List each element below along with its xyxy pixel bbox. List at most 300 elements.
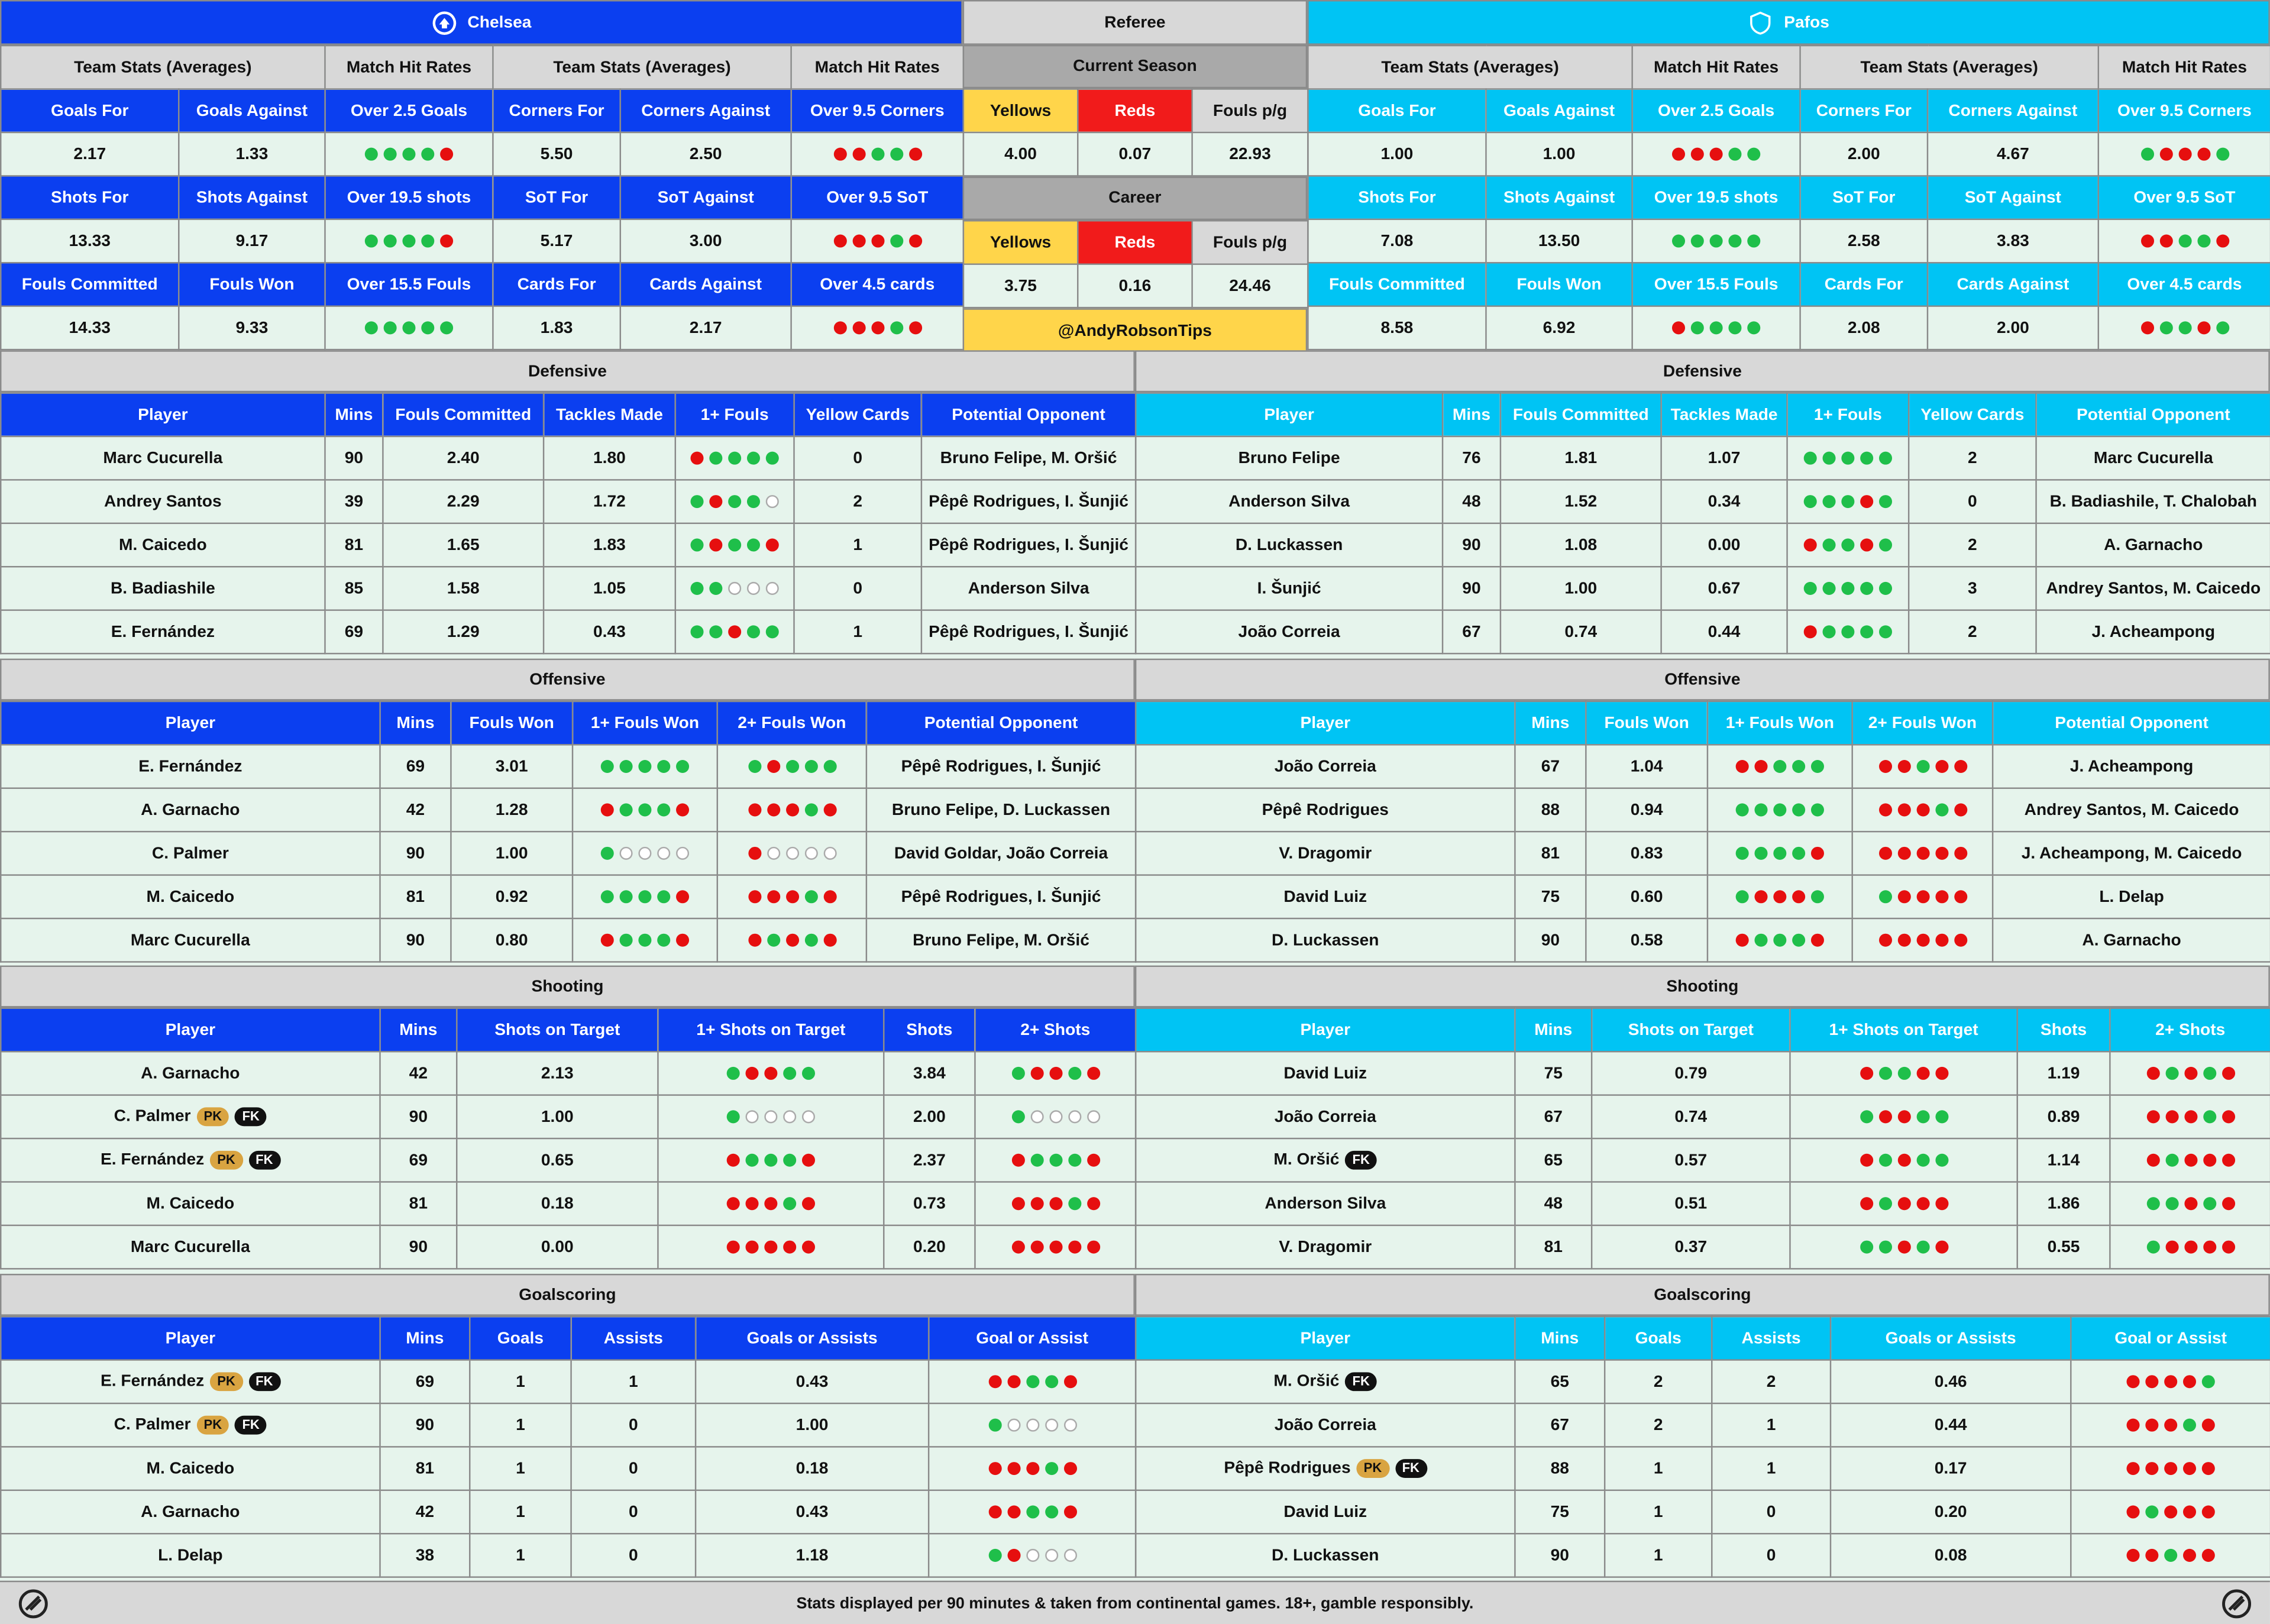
- miss-dot: [852, 234, 865, 247]
- player-cell: [1136, 1052, 1515, 1095]
- fouls-hit-rate-cell: [1787, 567, 1909, 610]
- two-plus-shots-cell: [2110, 1225, 2270, 1269]
- one-plus-sot-cell: [658, 1095, 884, 1138]
- assists-cell: 1: [1712, 1447, 1831, 1490]
- no-game-dot: [1049, 1110, 1062, 1123]
- mins-cell: 67: [1515, 1403, 1605, 1447]
- hit-dot: [1823, 582, 1836, 595]
- chelsea-offensive-table: [0, 701, 1136, 963]
- player-name: M. Caicedo: [119, 536, 207, 554]
- miss-dot: [1773, 890, 1786, 903]
- one-plus-sot-cell: [1790, 1052, 2017, 1095]
- goal-or-assist-hit-cell: [2071, 1534, 2270, 1577]
- player-name: A. Garnacho: [141, 801, 240, 819]
- hit-dot: [727, 1110, 740, 1123]
- column-header: Player: [1136, 701, 1515, 745]
- one-plus-fouls-won-cell: [573, 745, 717, 788]
- hit-rate-dots: [748, 847, 836, 860]
- yellow-cards-cell: 2: [1909, 610, 2036, 654]
- miss-dot: [1087, 1241, 1100, 1254]
- hit-dot: [1823, 452, 1836, 465]
- hit-dot: [402, 148, 415, 161]
- hit-dot: [1878, 1197, 1891, 1210]
- table-header-row: [1, 701, 1136, 745]
- shots-cell: 0.89: [2017, 1095, 2110, 1138]
- yellow-cards-cell: 0: [1909, 480, 2036, 523]
- miss-dot: [2145, 1419, 2158, 1432]
- table-row: [1136, 918, 2270, 962]
- potential-opponent-cell: Andrey Santos, M. Caicedo: [2036, 567, 2270, 610]
- miss-dot: [2184, 1241, 2197, 1254]
- goal-or-assist-hit-cell: [929, 1447, 1136, 1490]
- mins-cell: 90: [1443, 523, 1501, 567]
- hit-rate-dots: [727, 1067, 815, 1080]
- player-cell: [1136, 1403, 1515, 1447]
- player-cell: [1, 436, 325, 480]
- no-game-dot: [767, 847, 780, 860]
- hit-rate-dots: [1878, 934, 1967, 947]
- hit-rate-dots: [988, 1505, 1076, 1518]
- hit-dot: [766, 625, 779, 638]
- hit-dot: [804, 803, 817, 816]
- hit-rate-dots: [601, 890, 689, 903]
- player-name: M. Oršić: [1273, 1373, 1340, 1390]
- hit-dot: [1736, 890, 1749, 903]
- player-name: A. Garnacho: [141, 1065, 240, 1082]
- no-game-dot: [1087, 1110, 1100, 1123]
- team-stats-group-header: Match Hit Rates: [1632, 46, 1800, 89]
- fouls-hit-rate-cell: [1787, 523, 1909, 567]
- miss-dot: [1954, 760, 1967, 773]
- shield-icon: [1748, 9, 1774, 35]
- one-plus-fouls-won-cell: [1708, 832, 1852, 875]
- chelsea-team-stats-table: [0, 45, 964, 350]
- player-name: E. Fernández: [100, 1373, 205, 1390]
- hit-rate-dots: [1011, 1154, 1100, 1167]
- goals-cell: 1: [470, 1534, 571, 1577]
- column-header: 1+ Fouls Won: [1708, 701, 1852, 745]
- hit-dot: [2197, 234, 2210, 247]
- miss-dot: [1672, 321, 1685, 334]
- mins-cell: 75: [1515, 1052, 1592, 1095]
- hit-dot: [988, 1419, 1001, 1432]
- hit-dot: [1935, 803, 1948, 816]
- stat-label: Over 15.5 Fouls: [1632, 263, 1800, 306]
- hit-dot: [1916, 1241, 1929, 1254]
- team-stats-label-row: [1308, 263, 2270, 306]
- column-header: Player: [1, 1008, 380, 1052]
- miss-dot: [1804, 625, 1817, 638]
- hit-dot: [1879, 582, 1892, 595]
- miss-dot: [1736, 934, 1749, 947]
- free-kick-taker-badge: FK: [1395, 1459, 1427, 1478]
- miss-dot: [1030, 1241, 1043, 1254]
- mins-cell: 90: [1515, 1534, 1605, 1577]
- miss-dot: [988, 1375, 1001, 1388]
- hit-rate-dots: [1804, 582, 1892, 595]
- potential-opponent-cell: Bruno Felipe, M. Oršić: [866, 918, 1136, 962]
- shots-cell: 1.19: [2017, 1052, 2110, 1095]
- team-stats-value-row: [1308, 306, 2270, 350]
- hit-rate-dots: [2127, 1505, 2215, 1518]
- column-header: Mins: [1443, 393, 1501, 436]
- hit-dot: [402, 321, 415, 334]
- no-game-dot: [728, 582, 741, 595]
- table-header-row: [1136, 1316, 2270, 1360]
- stat-value: 1.33: [179, 132, 325, 176]
- hit-dot: [2140, 148, 2153, 161]
- column-header: Goal or Assist: [2071, 1316, 2270, 1360]
- hit-dot: [657, 890, 670, 903]
- mins-cell: 90: [380, 1225, 457, 1269]
- tackles-made-cell: 1.72: [544, 480, 675, 523]
- miss-dot: [1754, 890, 1767, 903]
- pafos-goalscoring-table: [1135, 1316, 2270, 1578]
- column-header: Goals: [1605, 1316, 1712, 1360]
- miss-dot: [988, 1505, 1001, 1518]
- team-stats-label-row: [1308, 89, 2270, 132]
- miss-dot: [1691, 148, 1704, 161]
- miss-dot: [2222, 1067, 2235, 1080]
- shots-on-target-cell: 0.74: [1592, 1095, 1790, 1138]
- pafos-goalscoring-section: [1135, 1274, 2270, 1578]
- miss-dot: [2127, 1375, 2140, 1388]
- hit-dot: [1878, 1067, 1891, 1080]
- two-plus-shots-cell: [975, 1138, 1136, 1182]
- player-name: Marc Cucurella: [103, 449, 223, 467]
- hit-dot: [1792, 934, 1805, 947]
- no-game-dot: [1063, 1549, 1076, 1562]
- column-header: Shots: [884, 1008, 975, 1052]
- chelsea-team-panel: [0, 0, 963, 350]
- ref-fouls-header: Fouls p/g: [1192, 221, 1308, 264]
- mins-cell: 65: [1515, 1138, 1592, 1182]
- career-title: Career: [963, 177, 1308, 220]
- player-cell: [1, 1490, 380, 1534]
- no-game-dot: [783, 1110, 796, 1123]
- mins-cell: 90: [1443, 567, 1501, 610]
- fouls-committed-cell: 2.29: [383, 480, 544, 523]
- miss-dot: [2146, 1154, 2159, 1167]
- player-cell: [1136, 1490, 1515, 1534]
- column-header: Player: [1, 1316, 380, 1360]
- hit-dot: [691, 625, 704, 638]
- miss-dot: [1897, 1197, 1910, 1210]
- miss-dot: [1030, 1197, 1043, 1210]
- miss-dot: [1916, 890, 1929, 903]
- miss-dot: [767, 890, 780, 903]
- hit-dot: [1916, 1110, 1929, 1123]
- miss-dot: [1736, 760, 1749, 773]
- goals-cell: 2: [1605, 1403, 1712, 1447]
- goals-or-assists-cell: 0.08: [1831, 1534, 2071, 1577]
- shooting-title: Shooting: [1135, 966, 2270, 1008]
- hit-dot: [890, 148, 903, 161]
- miss-dot: [748, 847, 761, 860]
- team-stats-label-row: [1, 176, 963, 219]
- potential-opponent-cell: B. Badiashile, T. Chalobah: [2036, 480, 2270, 523]
- stat-label: Cards For: [1800, 263, 1928, 306]
- miss-dot: [1878, 803, 1891, 816]
- hit-dot: [728, 452, 741, 465]
- team-stats-label-row: [1308, 176, 2270, 219]
- column-header: Potential Opponent: [2036, 393, 2270, 436]
- table-row: [1, 1447, 1136, 1490]
- goal-or-assist-hit-cell: [2071, 1447, 2270, 1490]
- stat-label: Fouls Won: [179, 263, 325, 306]
- hit-rate-dots: [988, 1462, 1076, 1475]
- team-stats-group-header: Match Hit Rates: [2098, 46, 2270, 89]
- player-name: M. Caicedo: [146, 1195, 235, 1212]
- goals-or-assists-cell: 0.46: [1831, 1360, 2071, 1403]
- one-plus-fouls-won-cell: [573, 918, 717, 962]
- potential-opponent-cell: J. Acheampong: [2036, 610, 2270, 654]
- potential-opponent-cell: Anderson Silva: [921, 567, 1136, 610]
- hit-dot: [365, 234, 378, 247]
- fouls-committed-cell: 1.58: [383, 567, 544, 610]
- miss-dot: [2183, 1375, 2196, 1388]
- hit-dot: [1728, 148, 1741, 161]
- player-cell: [1136, 436, 1443, 480]
- two-plus-shots-cell: [975, 1182, 1136, 1225]
- miss-dot: [727, 1241, 740, 1254]
- potential-opponent-cell: Pêpê Rodrigues, I. Šunjić: [921, 480, 1136, 523]
- fouls-hit-rate-cell: [675, 436, 794, 480]
- mins-cell: 67: [1515, 745, 1586, 788]
- shots-cell: 0.55: [2017, 1225, 2110, 1269]
- tipster-handle: @AndyRobsonTips: [963, 308, 1308, 353]
- hit-dot: [1841, 582, 1854, 595]
- yellow-cards-cell: 0: [794, 567, 921, 610]
- pafos-team-panel: [1307, 0, 2270, 350]
- miss-dot: [785, 803, 798, 816]
- column-header: Mins: [1515, 1316, 1605, 1360]
- team-stats-value-row: [1308, 219, 2270, 263]
- assists-cell: 0: [1712, 1490, 1831, 1534]
- player-name: David Luiz: [1283, 888, 1367, 905]
- column-header: 1+ Shots on Target: [658, 1008, 884, 1052]
- ref-current-yellows: 4.00: [963, 132, 1078, 176]
- hit-dot: [1747, 321, 1760, 334]
- miss-dot: [2197, 321, 2210, 334]
- mins-cell: 81: [380, 1182, 457, 1225]
- fouls-won-cell: 0.60: [1586, 875, 1708, 918]
- offensive-title: Offensive: [1135, 659, 2270, 701]
- fouls-won-cell: 1.00: [451, 832, 573, 875]
- hit-dot: [620, 760, 633, 773]
- player-cell: [1136, 788, 1515, 832]
- column-header: Goals: [470, 1316, 571, 1360]
- footer-disclaimer: Stats displayed per 90 minutes & taken from continental games. 18+, gamble responsibly.: [796, 1595, 1474, 1613]
- hit-rate-dots: [365, 148, 453, 161]
- hit-dot: [1030, 1154, 1043, 1167]
- hit-rate-cell: [791, 219, 963, 263]
- fouls-won-cell: 0.92: [451, 875, 573, 918]
- miss-dot: [1672, 148, 1685, 161]
- hit-rate-dots: [1736, 934, 1824, 947]
- team-stats-label-row: [1, 89, 963, 132]
- yellow-cards-cell: 2: [1909, 523, 2036, 567]
- hit-dot: [804, 934, 817, 947]
- hit-dot: [890, 321, 903, 334]
- miss-dot: [691, 452, 704, 465]
- hit-dot: [691, 538, 704, 551]
- miss-dot: [1935, 1067, 1948, 1080]
- hit-rate-dots: [2146, 1197, 2235, 1210]
- mins-cell: 88: [1515, 788, 1586, 832]
- miss-dot: [823, 934, 836, 947]
- hit-rate-dots: [727, 1110, 815, 1123]
- chelsea-team-name: Chelsea: [467, 14, 532, 31]
- hit-rate-dots: [2146, 1241, 2235, 1254]
- hit-rate-dots: [988, 1419, 1076, 1432]
- pafos-team-name: Pafos: [1784, 14, 1829, 31]
- miss-dot: [676, 934, 689, 947]
- assists-cell: 1: [571, 1360, 696, 1403]
- potential-opponent-cell: J. Acheampong: [1993, 745, 2270, 788]
- hit-dot: [676, 760, 689, 773]
- column-header: Potential Opponent: [1993, 701, 2270, 745]
- column-header: 1+ Fouls Won: [573, 701, 717, 745]
- miss-dot: [2203, 1241, 2216, 1254]
- hit-rate-dots: [1672, 234, 1760, 247]
- mins-cell: 69: [380, 1360, 470, 1403]
- miss-dot: [2216, 234, 2229, 247]
- miss-dot: [871, 321, 884, 334]
- miss-dot: [1935, 760, 1948, 773]
- player-name: Marc Cucurella: [130, 931, 250, 949]
- shots-on-target-cell: 0.00: [457, 1225, 658, 1269]
- hit-dot: [804, 890, 817, 903]
- miss-dot: [709, 538, 722, 551]
- hit-dot: [1804, 582, 1817, 595]
- column-header: Player: [1136, 1008, 1515, 1052]
- player-name: D. Luckassen: [1272, 1547, 1379, 1564]
- column-header: Assists: [1712, 1316, 1831, 1360]
- miss-dot: [2159, 148, 2172, 161]
- one-plus-sot-cell: [1790, 1138, 2017, 1182]
- yellow-cards-cell: 1: [794, 523, 921, 567]
- miss-dot: [1804, 538, 1817, 551]
- hit-dot: [709, 582, 722, 595]
- hit-rate-dots: [601, 760, 689, 773]
- stat-label: Corners Against: [620, 89, 791, 132]
- column-header: Tackles Made: [1661, 393, 1787, 436]
- table-row: [1, 1138, 1136, 1182]
- table-row: [1, 1052, 1136, 1095]
- hit-dot: [620, 803, 633, 816]
- miss-dot: [908, 321, 921, 334]
- hit-dot: [1710, 234, 1723, 247]
- stat-value: 2.00: [1928, 306, 2098, 350]
- pafos-offensive-table: [1135, 701, 2270, 963]
- column-header: Fouls Committed: [383, 393, 544, 436]
- goals-or-assists-cell: 0.17: [1831, 1447, 2071, 1490]
- hit-rate-cell: [325, 132, 493, 176]
- column-header: Yellow Cards: [1909, 393, 2036, 436]
- column-header: Yellow Cards: [794, 393, 921, 436]
- stat-label: Over 19.5 shots: [1632, 176, 1800, 219]
- hit-dot: [1823, 625, 1836, 638]
- no-game-dot: [1007, 1419, 1020, 1432]
- potential-opponent-cell: Marc Cucurella: [2036, 436, 2270, 480]
- tackles-made-cell: 1.80: [544, 436, 675, 480]
- one-plus-sot-cell: [658, 1052, 884, 1095]
- miss-dot: [746, 1197, 759, 1210]
- stat-value: 2.17: [1, 132, 179, 176]
- miss-dot: [1792, 890, 1805, 903]
- fouls-hit-rate-cell: [675, 567, 794, 610]
- referee-career-table: [963, 220, 1309, 308]
- player-cell: [1, 1534, 380, 1577]
- hit-dot: [601, 847, 614, 860]
- fouls-committed-cell: 1.65: [383, 523, 544, 567]
- hit-dot: [384, 234, 397, 247]
- defensive-title: Defensive: [0, 350, 1135, 392]
- shots-cell: 2.00: [884, 1095, 975, 1138]
- stat-label: Over 4.5 cards: [791, 263, 963, 306]
- stat-value: 5.17: [493, 219, 620, 263]
- goals-cell: 1: [470, 1490, 571, 1534]
- shots-on-target-cell: 0.37: [1592, 1225, 1790, 1269]
- miss-dot: [2202, 1419, 2215, 1432]
- hit-dot: [709, 625, 722, 638]
- miss-dot: [2159, 234, 2172, 247]
- stat-label: Cards For: [493, 263, 620, 306]
- hit-dot: [988, 1549, 1001, 1562]
- stat-value: 2.08: [1800, 306, 1928, 350]
- mins-cell: 69: [380, 745, 451, 788]
- hit-dot: [691, 582, 704, 595]
- penalty-taker-badge: PK: [1356, 1459, 1389, 1478]
- yellow-cards-cell: 0: [794, 436, 921, 480]
- player-cell: [1136, 1447, 1515, 1490]
- hit-dot: [365, 321, 378, 334]
- no-game-dot: [804, 847, 817, 860]
- player-cell: [1136, 832, 1515, 875]
- team-stats-group-header: Match Hit Rates: [791, 46, 963, 89]
- hit-rate-dots: [1672, 321, 1760, 334]
- potential-opponent-cell: Pêpê Rodrigues, I. Šunjić: [921, 610, 1136, 654]
- column-header: Mins: [1515, 1008, 1592, 1052]
- stat-label: Shots Against: [179, 176, 325, 219]
- hit-dot: [1747, 148, 1760, 161]
- free-kick-taker-badge: FK: [248, 1372, 280, 1391]
- team-stats-group-header: Team Stats (Averages): [1308, 46, 1632, 89]
- miss-dot: [1916, 1067, 1929, 1080]
- player-cell: [1136, 918, 1515, 962]
- player-name: C. Palmer: [114, 1108, 191, 1126]
- no-game-dot: [747, 582, 760, 595]
- shots-cell: 3.84: [884, 1052, 975, 1095]
- one-plus-fouls-won-cell: [1708, 875, 1852, 918]
- mins-cell: 81: [380, 875, 451, 918]
- hit-dot: [1068, 1197, 1081, 1210]
- player-name: D. Luckassen: [1272, 931, 1379, 949]
- column-header: Shots on Target: [1592, 1008, 1790, 1052]
- hit-rate-dots: [833, 148, 921, 161]
- one-plus-fouls-won-cell: [1708, 788, 1852, 832]
- table-header-row: [1, 393, 1136, 436]
- yellow-cards-cell: 1: [794, 610, 921, 654]
- hit-dot: [764, 1154, 777, 1167]
- hit-rate-cell: [1632, 219, 1800, 263]
- column-header: 1+ Shots on Target: [1790, 1008, 2017, 1052]
- shots-cell: 1.14: [2017, 1138, 2110, 1182]
- hit-rate-dots: [833, 321, 921, 334]
- miss-dot: [1011, 1241, 1024, 1254]
- player-name: E. Fernández: [111, 623, 215, 641]
